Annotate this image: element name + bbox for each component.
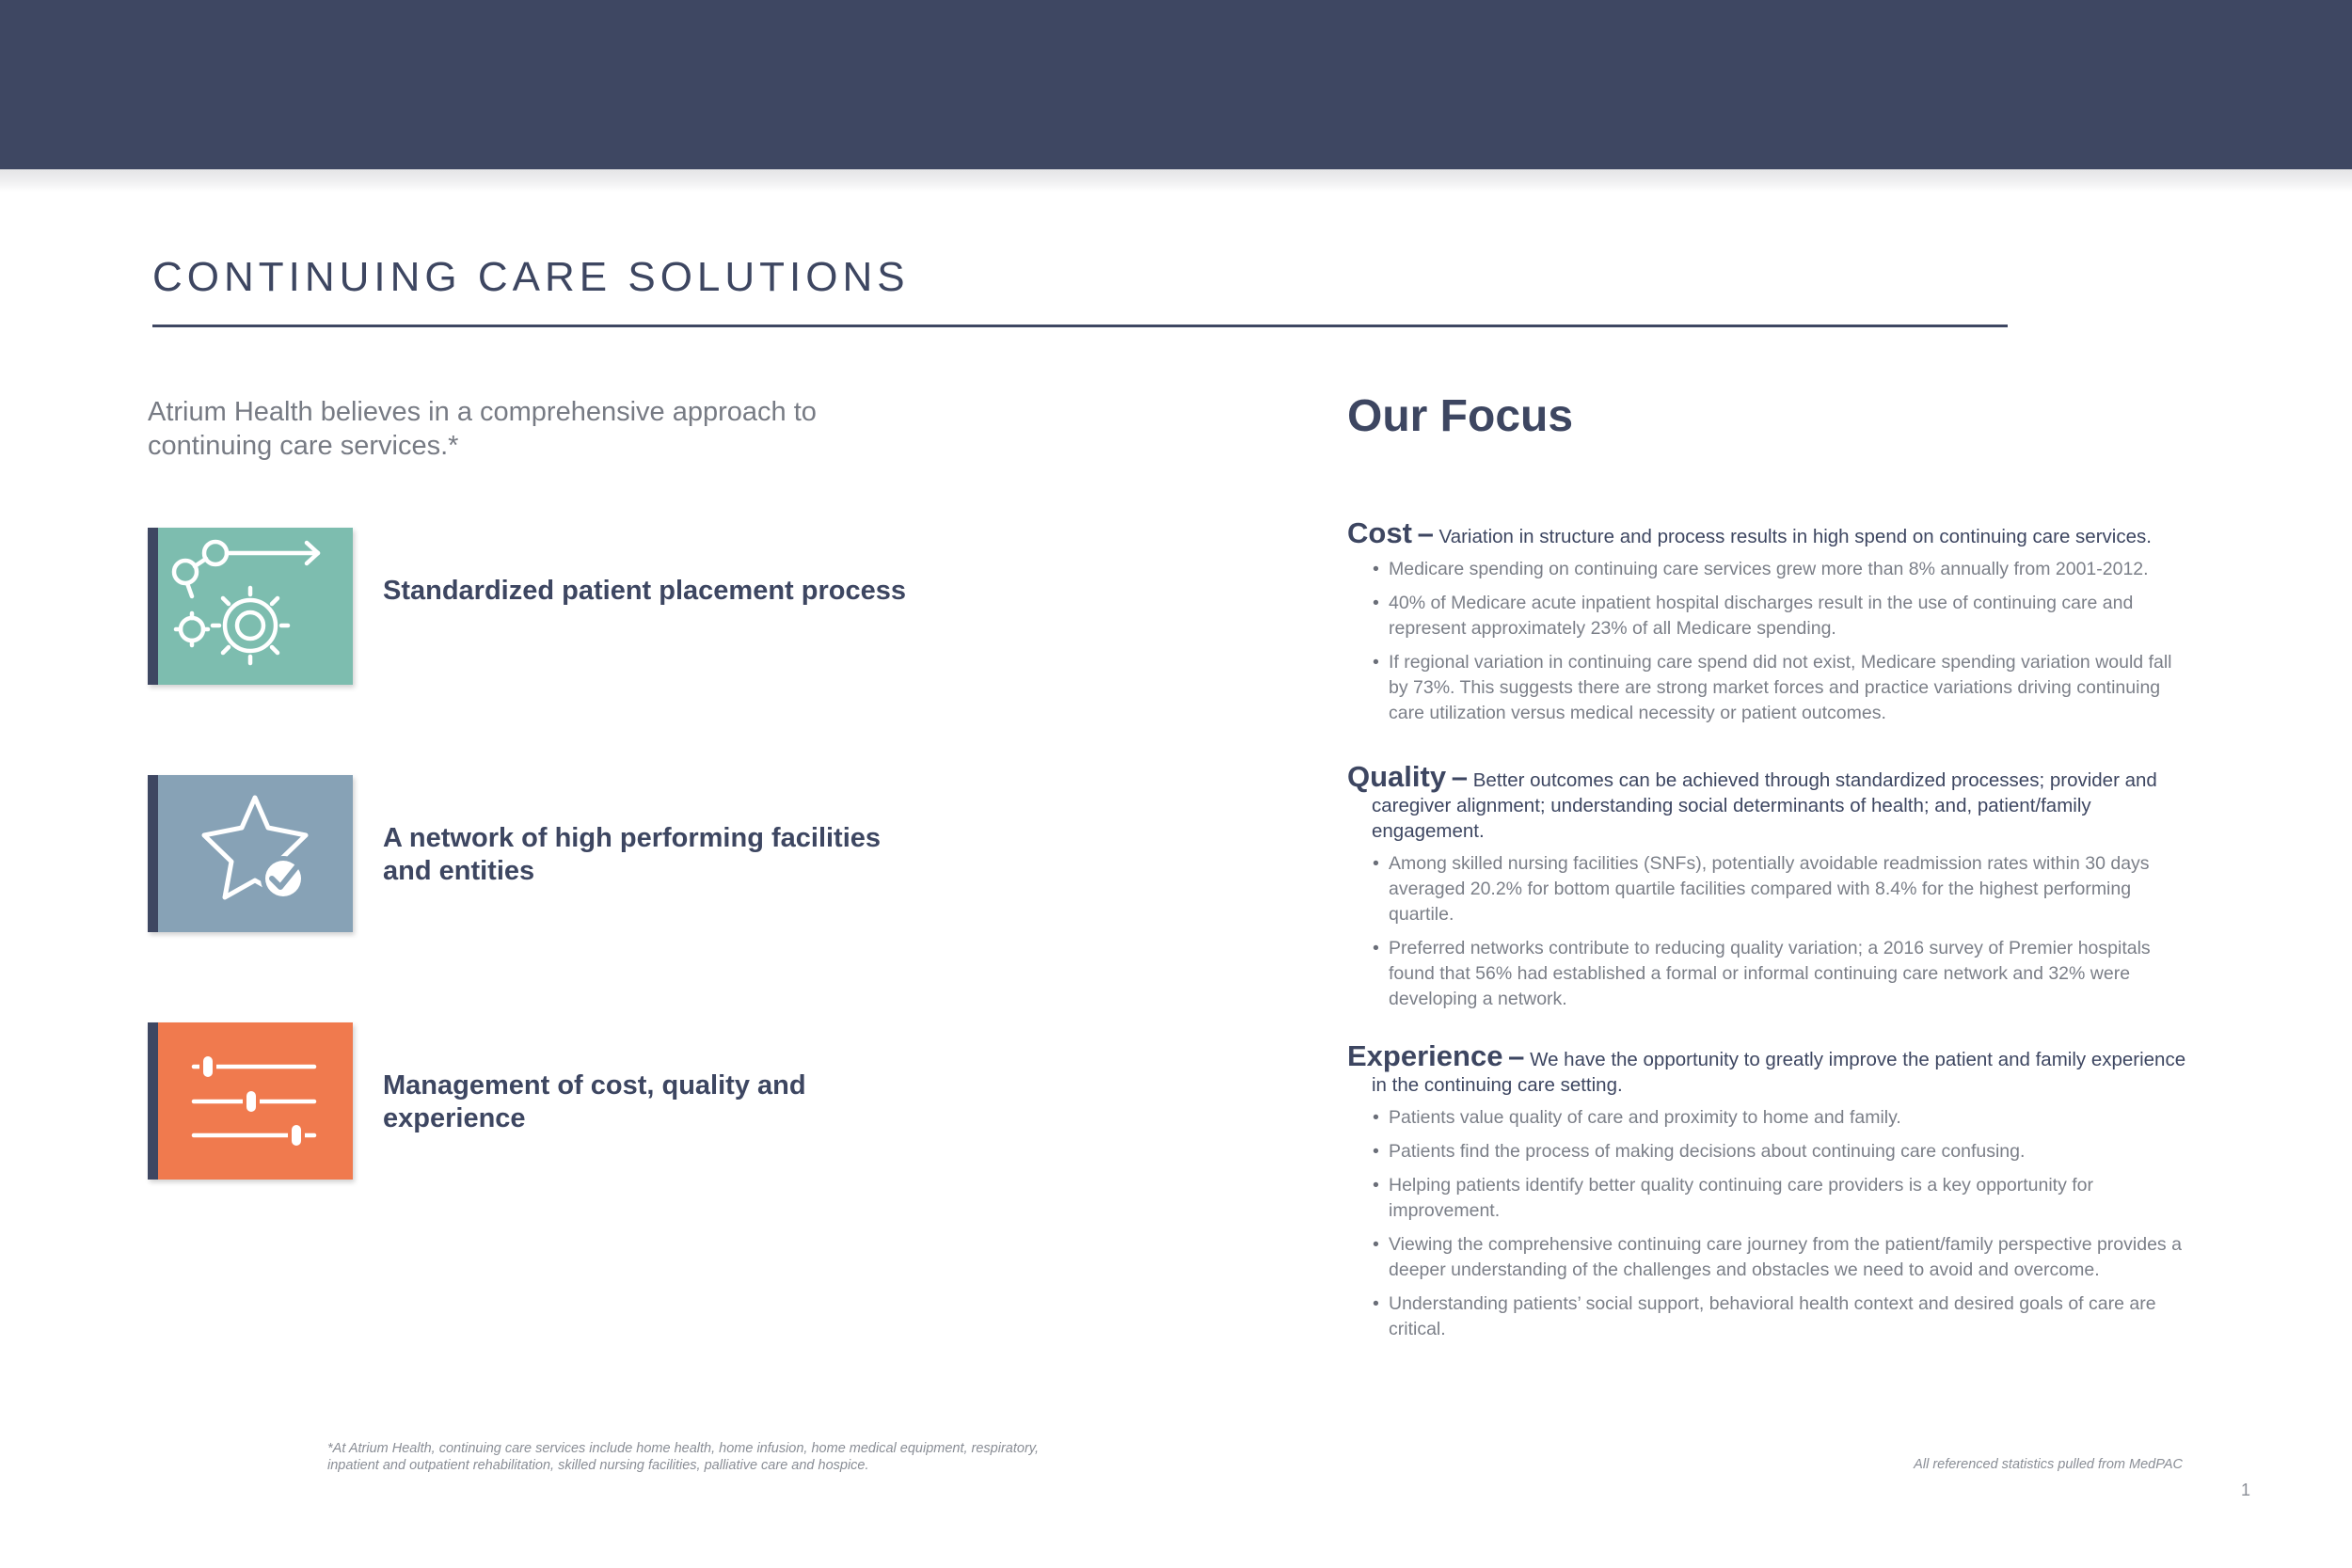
focus-bullets xyxy=(1347,1105,2194,1342)
focus-title: Our Focus xyxy=(1347,391,1574,441)
feature-tile xyxy=(148,1022,353,1180)
focus-heading xyxy=(1347,760,2194,844)
list-item: • If regional variation in continuing care spend did not exist, Medicare spending variation would fall by 73%. This suggests there are strong market forces and practice variations driving continuing care utilization versus medical necessity or patient outcomes. xyxy=(1389,650,2194,726)
focus-dash: – xyxy=(1451,760,1469,793)
tile-edge-accent xyxy=(148,528,158,685)
focus-summary: Variation in structure and process results in high spend on continuing care services. xyxy=(1438,526,2152,547)
feature-label: Standardized patient placement process xyxy=(383,576,906,606)
focus-dash: – xyxy=(1417,516,1434,549)
list-item: • 40% of Medicare acute inpatient hospital discharges result in the use of continuing care and represent approximately 23% of all Medicare spending. xyxy=(1389,591,2194,641)
feature-standardized-placement xyxy=(148,528,994,685)
list-item: • Preferred networks contribute to reducing quality variation; a 2016 survey of Premier hospitals found that 56% had established a formal or informal continuing care network and 32% were developing a network. xyxy=(1389,936,2194,1012)
list-item: • Patients value quality of care and proximity to home and family. xyxy=(1389,1105,2194,1131)
focus-dash: – xyxy=(1508,1039,1525,1072)
focus-section-cost xyxy=(1347,516,2194,735)
top-banner xyxy=(0,0,2352,169)
page-number: 1 xyxy=(2241,1481,2251,1499)
focus-summary: Better outcomes can be achieved through standardized processes; provider and caregiver alignment; understanding social determinants of health; and, patient/family engagement. xyxy=(1372,769,2157,842)
focus-section-quality xyxy=(1347,760,2194,1021)
focus-bullets xyxy=(1347,851,2194,1012)
list-item: • Understanding patients’ social support, behavioral health context and desired goals of care are critical. xyxy=(1389,1291,2194,1342)
list-item: • Among skilled nursing facilities (SNFs), potentially avoidable readmission rates within 30 days averaged 20.2% for bottom quartile facilities compared with 8.4% for the highest performing quartile. xyxy=(1389,851,2194,927)
list-item: • Helping patients identify better quality continuing care providers is a key opportunity for improvement. xyxy=(1389,1173,2194,1224)
gear-network-icon xyxy=(158,528,353,685)
list-item: • Viewing the comprehensive continuing care journey from the patient/family perspective provides a deeper understanding of the challenges and obstacles we need to avoid and overcome. xyxy=(1389,1232,2194,1283)
focus-summary: We have the opportunity to greatly improve the patient and family experience in the continuing care setting. xyxy=(1372,1049,2186,1096)
focus-heading xyxy=(1347,1039,2194,1098)
tile-edge-accent xyxy=(148,775,158,932)
star-check-icon xyxy=(158,775,353,932)
focus-bullets xyxy=(1347,557,2194,726)
focus-section-experience xyxy=(1347,1039,2194,1351)
intro-text: Atrium Health believes in a comprehensive approach to continuing care services.* xyxy=(148,397,817,461)
feature-management xyxy=(148,1022,994,1180)
banner-shadow xyxy=(0,169,2352,192)
feature-tile xyxy=(148,775,353,932)
page-title: CONTINUING CARE SOLUTIONS xyxy=(152,254,910,300)
list-item: • Patients find the process of making decisions about continuing care confusing. xyxy=(1389,1139,2194,1164)
feature-network xyxy=(148,775,994,932)
sliders-icon xyxy=(158,1022,353,1180)
title-divider xyxy=(152,325,2008,327)
feature-label: A network of high performing facilities and entities xyxy=(383,823,882,886)
focus-heading xyxy=(1347,516,2194,549)
feature-label: Management of cost, quality and experience xyxy=(383,1070,806,1133)
footnote: *At Atrium Health, continuing care services include home health, home infusion, home medical equipment, respiratory, inpatient and outpatient rehabilitation, skilled nursing facilities, palliative care and hospice. xyxy=(327,1441,1039,1473)
source-note: All referenced statistics pulled from MedPAC xyxy=(1914,1457,2183,1472)
tile-edge-accent xyxy=(148,1022,158,1180)
focus-keyword: Quality xyxy=(1347,760,1447,793)
feature-tile xyxy=(148,528,353,685)
focus-keyword: Cost xyxy=(1347,516,1412,549)
focus-keyword: Experience xyxy=(1347,1039,1503,1072)
list-item: • Medicare spending on continuing care services grew more than 8% annually from 2001-2012. xyxy=(1389,557,2194,582)
